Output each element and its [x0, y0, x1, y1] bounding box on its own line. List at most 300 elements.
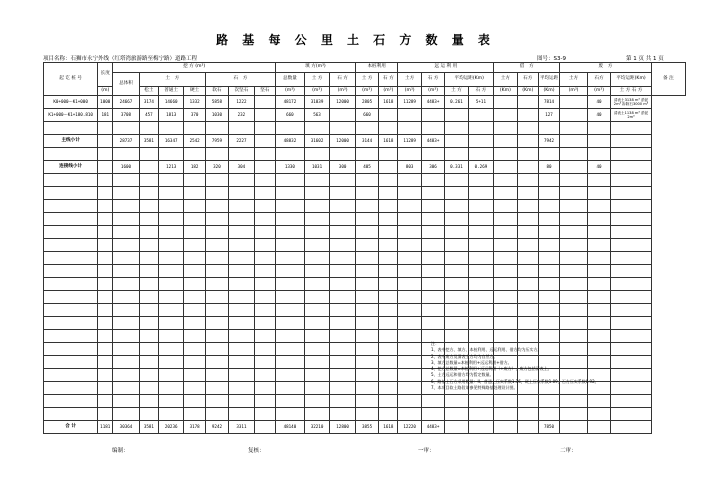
- cell-stake: [44, 395, 98, 408]
- cell-value: [113, 174, 140, 187]
- cell-value: 1181: [98, 421, 113, 434]
- cell-value: [468, 226, 494, 239]
- unit-waste-dist: [611, 87, 651, 96]
- cell-value: [379, 330, 398, 343]
- cell-value: [517, 252, 538, 265]
- cell-value: 5+11: [468, 96, 494, 109]
- cell-value: [330, 291, 356, 304]
- th-waste-rock: 石方: [587, 73, 610, 87]
- cell-value: [184, 226, 205, 239]
- cell-remark: [611, 226, 651, 239]
- cell-value: 370: [184, 109, 205, 122]
- cell-value: 1813: [158, 109, 184, 122]
- cell-value: [98, 252, 113, 265]
- cell-value: [421, 187, 444, 200]
- cell-value: [517, 187, 538, 200]
- cell-value: [560, 408, 588, 421]
- cell-stake: [44, 369, 98, 382]
- cell-value: [494, 239, 517, 252]
- cell-value: [330, 278, 356, 291]
- cell-value: [113, 200, 140, 213]
- cell-value: [113, 356, 140, 369]
- cell-value: [98, 161, 113, 174]
- cell-value: [276, 408, 305, 421]
- cell-value: [184, 148, 205, 161]
- cell-value: [398, 187, 421, 200]
- cell-value: [184, 395, 205, 408]
- cell-value: [158, 408, 184, 421]
- footer-check2: 二审：: [560, 448, 577, 454]
- cell-value: [254, 265, 275, 278]
- cell-value: [158, 278, 184, 291]
- cell-value: 304: [229, 161, 255, 174]
- cell-value: 16347: [158, 135, 184, 148]
- th-loose: 松土: [139, 87, 158, 96]
- cell-value: 3581: [139, 421, 158, 434]
- cell-value: [379, 109, 398, 122]
- cell-value: [276, 317, 305, 330]
- cell-value: [560, 291, 588, 304]
- cell-value: [538, 304, 559, 317]
- cell-value: [379, 317, 398, 330]
- table-title: 路 基 每 公 里 土 石 方 数 量 表: [216, 33, 495, 47]
- cell-value: 3581: [139, 135, 158, 148]
- cell-stake: [44, 317, 98, 330]
- cell-value: [113, 122, 140, 135]
- table-row: [44, 161, 686, 174]
- th-haul-earth: 土方: [398, 73, 421, 87]
- cell-value: [229, 304, 255, 317]
- cell-value: [254, 109, 275, 122]
- cell-value: [139, 148, 158, 161]
- cell-value: [254, 187, 275, 200]
- cell-value: 12000: [330, 96, 356, 109]
- cell-value: [560, 96, 588, 109]
- cell-value: [229, 226, 255, 239]
- cell-stake: [44, 382, 98, 395]
- cell-value: [538, 122, 559, 135]
- cell-value: 80: [538, 161, 559, 174]
- cell-value: 3144: [355, 135, 378, 148]
- cell-value: [445, 421, 468, 434]
- cell-value: 660: [276, 109, 305, 122]
- cell-value: [421, 239, 444, 252]
- cell-value: [468, 200, 494, 213]
- cell-value: [158, 122, 184, 135]
- th-local-rock: 石 方: [379, 73, 398, 87]
- cell-value: [304, 122, 330, 135]
- cell-value: [184, 265, 205, 278]
- cell-value: [139, 265, 158, 278]
- cell-value: [229, 408, 255, 421]
- cell-value: [468, 174, 494, 187]
- cell-value: [468, 265, 494, 278]
- cell-value: [205, 174, 228, 187]
- cell-value: [494, 421, 517, 434]
- cell-value: [398, 109, 421, 122]
- notes-block: [431, 341, 681, 391]
- cell-value: 127: [538, 109, 559, 122]
- cell-value: 2227: [229, 135, 255, 148]
- cell-value: [330, 408, 356, 421]
- cell-value: [229, 252, 255, 265]
- cell-value: [254, 343, 275, 356]
- cell-value: [587, 317, 610, 330]
- cell-value: [139, 122, 158, 135]
- cell-value: [379, 122, 398, 135]
- table-row: [44, 148, 686, 161]
- cell-value: [276, 278, 305, 291]
- th-waste-dist: 平均运距(Km): [611, 73, 651, 87]
- cell-value: [355, 369, 378, 382]
- cell-value: [254, 226, 275, 239]
- cell-value: [560, 161, 588, 174]
- cell-value: [139, 330, 158, 343]
- cell-value: [398, 278, 421, 291]
- cell-stake: 主线小计: [44, 135, 98, 148]
- cell-remark: [611, 148, 651, 161]
- cell-value: 3311: [229, 421, 255, 434]
- cell-value: 405: [355, 161, 378, 174]
- cell-value: [139, 226, 158, 239]
- cell-value: [158, 291, 184, 304]
- cell-value: [254, 278, 275, 291]
- th-excav-unit: 方 (m³): [189, 64, 206, 70]
- cell-value: [445, 174, 468, 187]
- cell-value: [517, 278, 538, 291]
- cell-value: [98, 382, 113, 395]
- cell-value: [379, 213, 398, 226]
- cell-value: [379, 291, 398, 304]
- cell-value: [355, 200, 378, 213]
- cell-value: [254, 369, 275, 382]
- cell-value: [587, 148, 610, 161]
- cell-value: [468, 213, 494, 226]
- cell-value: [517, 109, 538, 122]
- cell-stake: [44, 200, 98, 213]
- cell-value: [421, 317, 444, 330]
- cell-value: [254, 304, 275, 317]
- cell-value: [276, 174, 305, 187]
- cell-value: [355, 317, 378, 330]
- cell-value: 9242: [205, 421, 228, 434]
- cell-remark: [611, 408, 651, 421]
- cell-value: [560, 187, 588, 200]
- cell-value: [276, 252, 305, 265]
- cell-value: [494, 265, 517, 278]
- cell-value: [205, 395, 228, 408]
- cell-value: [229, 187, 255, 200]
- cell-value: 1618: [379, 135, 398, 148]
- cell-remark: [611, 278, 651, 291]
- cell-value: [229, 239, 255, 252]
- cell-value: 11289: [398, 96, 421, 109]
- cell-value: 7959: [205, 135, 228, 148]
- cell-value: [421, 278, 444, 291]
- cell-value: 1330: [276, 161, 305, 174]
- cell-value: [611, 421, 651, 434]
- cell-value: [445, 213, 468, 226]
- cell-value: [139, 187, 158, 200]
- cell-value: [587, 252, 610, 265]
- cell-value: [113, 343, 140, 356]
- cell-value: [468, 135, 494, 148]
- cell-remark: [611, 187, 651, 200]
- th-length: 长度: [98, 63, 113, 87]
- cell-value: [379, 148, 398, 161]
- cell-value: [494, 291, 517, 304]
- cell-value: [229, 278, 255, 291]
- cell-value: [254, 408, 275, 421]
- cell-value: [445, 278, 468, 291]
- table-row: [44, 187, 686, 200]
- cell-value: [379, 174, 398, 187]
- cell-value: 182: [184, 161, 205, 174]
- cell-value: [158, 330, 184, 343]
- th-stake: 起 讫 桩 号: [44, 63, 98, 96]
- cell-value: [421, 395, 444, 408]
- cell-value: [517, 304, 538, 317]
- cell-value: [139, 343, 158, 356]
- cell-value: [379, 187, 398, 200]
- cell-value: 1000: [98, 96, 113, 109]
- cell-remark: [611, 252, 651, 265]
- cell-value: [587, 291, 610, 304]
- cell-value: [379, 239, 398, 252]
- cell-value: [276, 213, 305, 226]
- cell-value: [184, 187, 205, 200]
- note-line: 1、表中挖方、填方、本桩利用、远运利用、借方均为压实方。: [431, 347, 542, 353]
- cell-value: [113, 408, 140, 421]
- sub-waste-earth: 土 方: [619, 87, 631, 93]
- cell-stake: [44, 291, 98, 304]
- table-row: [44, 109, 686, 122]
- cell-value: [468, 187, 494, 200]
- th-earth-label: 土: [165, 76, 170, 82]
- cell-value: [560, 135, 588, 148]
- cell-value: [398, 369, 421, 382]
- cell-value: [184, 122, 205, 135]
- cell-value: [205, 239, 228, 252]
- table-row: [44, 122, 686, 135]
- cell-value: [304, 395, 330, 408]
- cell-value: [229, 122, 255, 135]
- cell-value: [330, 382, 356, 395]
- cell-remark: [611, 291, 651, 304]
- cell-value: [304, 200, 330, 213]
- cell-value: [330, 304, 356, 317]
- cell-value: [421, 122, 444, 135]
- cell-value: [379, 356, 398, 369]
- cell-value: [205, 356, 228, 369]
- cell-value: 7850: [538, 421, 559, 434]
- cell-value: [560, 174, 588, 187]
- cell-value: 0.269: [468, 161, 494, 174]
- cell-value: [113, 239, 140, 252]
- cell-value: [229, 343, 255, 356]
- cell-value: [139, 161, 158, 174]
- cell-value: [158, 265, 184, 278]
- cell-value: 3708: [113, 109, 140, 122]
- cell-value: [330, 395, 356, 408]
- cell-value: 1030: [205, 109, 228, 122]
- cell-value: [587, 226, 610, 239]
- cell-value: [113, 395, 140, 408]
- cell-value: [254, 161, 275, 174]
- cell-value: [98, 174, 113, 187]
- cell-remark: [611, 122, 651, 135]
- cell-value: [113, 278, 140, 291]
- cell-value: [276, 382, 305, 395]
- cell-value: [113, 304, 140, 317]
- cell-value: [184, 200, 205, 213]
- unit-waste-rock: (m³): [587, 87, 610, 96]
- cell-value: [229, 395, 255, 408]
- cell-stake: 合 计: [44, 421, 98, 434]
- cell-value: [398, 174, 421, 187]
- cell-value: [421, 252, 444, 265]
- cell-value: [184, 356, 205, 369]
- cell-stake: [44, 265, 98, 278]
- cell-value: [398, 304, 421, 317]
- cell-value: 3855: [355, 421, 378, 434]
- footer-reviewed: 复核：: [248, 448, 265, 454]
- cell-value: [304, 356, 330, 369]
- cell-value: [355, 395, 378, 408]
- cell-value: [538, 291, 559, 304]
- cell-value: [98, 226, 113, 239]
- th-rock-label: 石: [233, 76, 239, 82]
- cell-value: [139, 408, 158, 421]
- cell-value: [330, 226, 356, 239]
- cell-value: [254, 148, 275, 161]
- cell-value: [517, 96, 538, 109]
- cell-value: [445, 265, 468, 278]
- cell-value: [494, 395, 517, 408]
- cell-remark: [611, 317, 651, 330]
- cell-value: [587, 174, 610, 187]
- cell-value: [468, 395, 494, 408]
- table-row: [44, 395, 686, 408]
- cell-value: [98, 291, 113, 304]
- cell-remark: [611, 213, 651, 226]
- unit-haul-rock: (m³): [421, 87, 444, 96]
- cell-value: 48832: [276, 135, 305, 148]
- cell-remark: [611, 174, 651, 187]
- cell-value: 12000: [330, 135, 356, 148]
- cell-value: [494, 213, 517, 226]
- cell-value: [398, 408, 421, 421]
- unit-fill-earth: (m³): [304, 87, 330, 96]
- cell-value: [398, 395, 421, 408]
- cell-value: [205, 213, 228, 226]
- cell-value: [517, 395, 538, 408]
- cell-stake: 连接线小计: [44, 161, 98, 174]
- unit-haul-earth: (m³): [398, 87, 421, 96]
- cell-value: [276, 395, 305, 408]
- cell-value: [254, 291, 275, 304]
- cell-value: [158, 382, 184, 395]
- cell-value: [468, 291, 494, 304]
- cell-value: [355, 265, 378, 278]
- cell-value: [304, 304, 330, 317]
- cell-value: [98, 330, 113, 343]
- cell-value: [184, 213, 205, 226]
- cell-value: [330, 122, 356, 135]
- table-row: [44, 421, 686, 434]
- cell-value: [355, 382, 378, 395]
- cell-value: [330, 200, 356, 213]
- cell-value: [113, 330, 140, 343]
- cell-value: [560, 109, 588, 122]
- cell-value: [468, 252, 494, 265]
- cell-value: [355, 122, 378, 135]
- th-total-qty: 总数量: [276, 73, 305, 87]
- cell-value: [517, 265, 538, 278]
- note-line: 注：: [431, 341, 439, 346]
- cell-value: [538, 265, 559, 278]
- cell-value: [445, 187, 468, 200]
- cell-value: [184, 382, 205, 395]
- th-fill-label: 填: [305, 64, 310, 70]
- cell-value: [184, 369, 205, 382]
- table-row: [44, 239, 686, 252]
- cell-value: [330, 343, 356, 356]
- cell-stake: [44, 174, 98, 187]
- th-rock: [205, 73, 275, 87]
- cell-value: 28737: [113, 135, 140, 148]
- cell-value: [304, 187, 330, 200]
- cell-value: 181: [98, 109, 113, 122]
- cell-value: [158, 356, 184, 369]
- cell-value: [229, 382, 255, 395]
- cell-value: [538, 174, 559, 187]
- cell-value: [113, 213, 140, 226]
- cell-value: [158, 239, 184, 252]
- cell-value: [560, 421, 588, 434]
- cell-value: [445, 200, 468, 213]
- cell-value: [254, 382, 275, 395]
- cell-value: [587, 304, 610, 317]
- table-row: [44, 304, 686, 317]
- cell-value: [276, 330, 305, 343]
- cell-value: [276, 343, 305, 356]
- th-hard: 硬土: [184, 87, 205, 96]
- cell-stake: [44, 343, 98, 356]
- th-normal: 普通土: [158, 87, 184, 96]
- cell-value: [276, 265, 305, 278]
- cell-value: [421, 226, 444, 239]
- cell-value: 32210: [304, 421, 330, 434]
- cell-remark: [611, 161, 651, 174]
- cell-value: [379, 408, 398, 421]
- th-total-vol: 总体积: [113, 73, 140, 96]
- cell-value: 320: [205, 161, 228, 174]
- cell-value: 457: [139, 109, 158, 122]
- cell-value: [517, 135, 538, 148]
- th-haul-rock: 石 方: [421, 73, 444, 87]
- cell-value: [538, 226, 559, 239]
- cell-remark: [611, 239, 651, 252]
- cell-value: [587, 395, 610, 408]
- cell-stake: [44, 356, 98, 369]
- cell-remark: [611, 200, 651, 213]
- th-fill: [276, 63, 356, 73]
- cell-value: [184, 317, 205, 330]
- cell-stake: [44, 330, 98, 343]
- cell-value: [587, 265, 610, 278]
- th-length-unit: (m): [98, 87, 113, 96]
